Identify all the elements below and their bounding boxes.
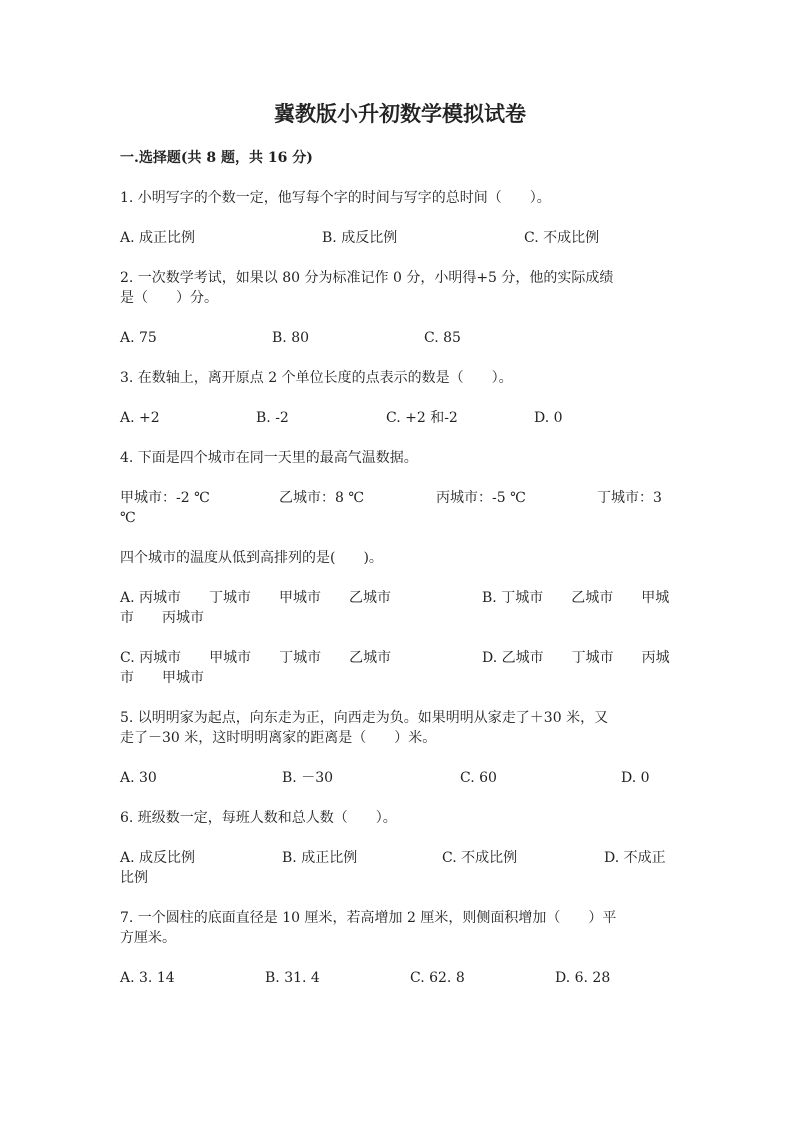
question-4-city-jia: 甲城市：-2 ℃ (120, 490, 210, 506)
question-4-stem: 4. 下面是四个城市在同一天里的最高气温数据。 (120, 450, 418, 466)
question-3-option-d: D. 0 (534, 410, 563, 426)
question-5-option-d: D. 0 (621, 770, 650, 786)
question-3-option-c: C. +2 和-2 (386, 410, 458, 426)
question-5-option-a: A. 30 (120, 770, 157, 786)
question-2-stem-line2: 是（ ）分。 (120, 290, 218, 306)
question-4-option-c: C. 丙城市 甲城市 丁城市 乙城市 (120, 650, 392, 666)
question-4-city-ding: 丁城市：3 (597, 490, 662, 506)
question-4-option-a: A. 丙城市 丁城市 甲城市 乙城市 (120, 590, 392, 606)
question-1-stem: 1. 小明写字的个数一定，他写每个字的时间与写字的总时间（ ）。 (120, 190, 551, 206)
page-title: 冀教版小升初数学模拟试卷 (274, 101, 526, 126)
question-6-option-d: D. 不成正 (604, 850, 666, 866)
question-4-option-b: B. 丁城市 乙城市 甲城 (482, 590, 670, 606)
question-4-city-yi: 乙城市：8 ℃ (279, 490, 365, 506)
question-7-stem-line1: 7. 一个圆柱的底面直径是 10 厘米，若高增加 2 厘米，则侧面积增加（ ）平 (120, 910, 617, 926)
question-6-option-b: B. 成正比例 (282, 850, 358, 866)
question-5-stem-line1: 5. 以明明家为起点，向东走为正，向西走为负。如果明明从家走了＋30 米，又 (120, 710, 609, 726)
question-1-option-a: A. 成正比例 (120, 230, 196, 246)
question-6-option-a: A. 成反比例 (120, 850, 196, 866)
question-4-city-bing: 丙城市：-5 ℃ (436, 490, 526, 506)
question-2-stem-line1: 2. 一次数学考试，如果以 80 分为标准记作 0 分，小明得+5 分，他的实际成绩 (120, 270, 614, 286)
question-3-stem: 3. 在数轴上，离开原点 2 个单位长度的点表示的数是（ ）。 (120, 370, 513, 386)
question-4-option-d-wrap: 市 甲城市 (120, 670, 204, 686)
question-4-option-b-wrap: 市 丙城市 (120, 610, 204, 626)
question-2-option-b: B. 80 (272, 330, 310, 346)
question-4-ask: 四个城市的温度从低到高排列的是( )。 (120, 550, 383, 566)
question-5-stem-line2: 走了－30 米，这时明明离家的距离是（ ）米。 (120, 730, 437, 746)
question-6-stem: 6. 班级数一定，每班人数和总人数（ ）。 (120, 810, 397, 826)
question-4-option-d: D. 乙城市 丁城市 丙城 (482, 650, 670, 666)
question-6-option-d-wrap: 比例 (120, 870, 148, 886)
question-1-option-b: B. 成反比例 (322, 230, 398, 246)
question-4-city-ding-unit: ℃ (120, 510, 136, 526)
question-7-option-a: A. 3. 14 (120, 970, 175, 986)
question-5-option-b: B. －30 (282, 770, 334, 786)
question-7-option-b: B. 31. 4 (265, 970, 320, 986)
question-7-option-c: C. 62. 8 (410, 970, 465, 986)
question-7-option-d: D. 6. 28 (555, 970, 611, 986)
question-5-option-c: C. 60 (460, 770, 497, 786)
question-1-option-c: C. 不成比例 (524, 230, 600, 246)
question-3-option-b: B. -2 (256, 410, 289, 426)
section-heading: 一.选择题(共 8 题，共 16 分) (120, 150, 313, 166)
question-2-option-c: C. 85 (424, 330, 461, 346)
question-2-option-a: A. 75 (120, 330, 157, 346)
question-7-stem-line2: 方厘米。 (120, 930, 176, 946)
question-6-option-c: C. 不成比例 (442, 850, 518, 866)
question-3-option-a: A. +2 (120, 410, 160, 426)
